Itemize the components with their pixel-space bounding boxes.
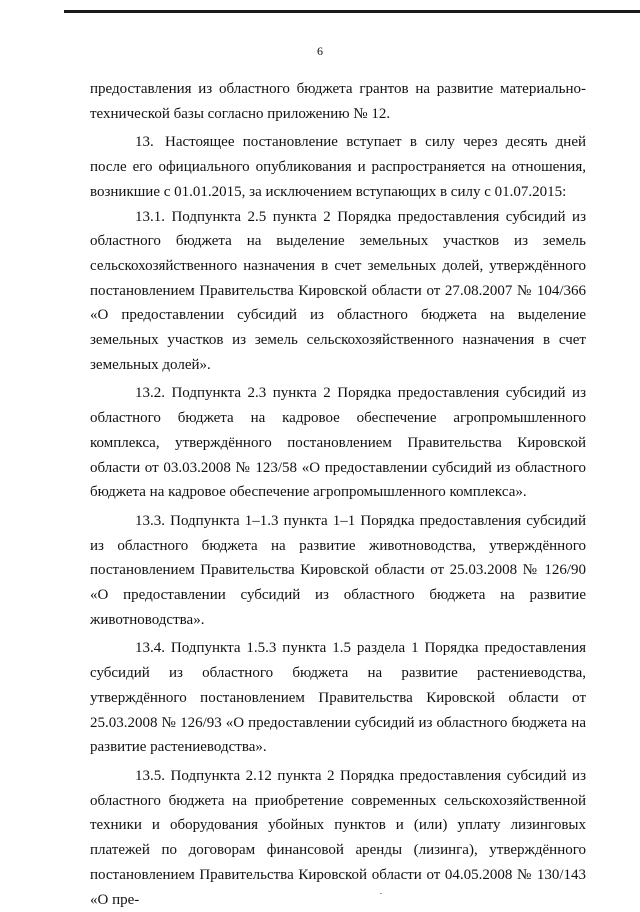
paragraph-13-5: 13.5. Подпункта 2.12 пункта 2 Порядка предоставления субсидий из областного бюджета на приобретение современных сельскохозяйственной техники и оборудования убойных пунктов и (или) уплату лизинговых платежей по договорам финансовой аренды (лизинга), утверждённого постановлением Правительства Кировской области от 04.05.2008 № 130/143 «О пре- xyxy=(90,767,586,908)
top-border-line xyxy=(64,10,640,13)
paragraph-13 xyxy=(90,130,586,204)
page-number: 6 xyxy=(317,44,323,58)
document-body xyxy=(90,77,586,912)
paragraph-13-1: 13.1. Подпункта 2.5 пункта 2 Порядка предоставления субсидий из областного бюджета на выделение земельных участков из земель сельскохозяйственного назначения в счет земельных долей, утверждённого постановлением Правительства Кировской области от 27.08.2007 № 104/366 «О предоставлении субсидий из областного бюджета на выделение земельных участков из земель сельскохозяйственного назначения в счет земельных долей». xyxy=(90,208,586,373)
paragraph-continuation: предоставления из областного бюджета грантов на развитие материально-технической базы согласно приложению № 12. xyxy=(90,81,586,122)
paragraph-number: 13. xyxy=(135,134,154,151)
scan-speck xyxy=(380,893,382,894)
paragraph-text: Настоящее постановление вступает в силу через десять дней после его официального опубликования и распространяется на отношения, возникшие с 01.01.2015, за исключением вступающих в силу с 01.07.2015: xyxy=(90,134,586,200)
paragraph-13-3: 13.3. Подпункта 1–1.3 пункта 1–1 Порядка предоставления субсидий из областного бюджета на развитие животноводства, утверждённого постановлением Правительства Кировской области от 25.03.2008 № 126/90 «О предоставлении субсидий из областного бюджета на развитие животноводства». xyxy=(90,512,586,628)
paragraph-13-2: 13.2. Подпункта 2.3 пункта 2 Порядка предоставления субсидий из областного бюджета на кадровое обеспечение агропромышленного комплекса, утверждённого постановлением Правительства Кировской области от 03.03.2008 № 123/58 «О предоставлении субсидий из областного бюджета на кадровое обеспечение агропромышленного комплекса». xyxy=(90,385,586,501)
paragraph-13-4: 13.4. Подпункта 1.5.3 пункта 1.5 раздела 1 Порядка предоставления субсидий из областного бюджета на развитие растениеводства, утверждённого постановлением Правительства Кировской области от 25.03.2008 № 126/93 «О предоставлении субсидий из областного бюджета на развитие растениеводства». xyxy=(90,640,586,756)
